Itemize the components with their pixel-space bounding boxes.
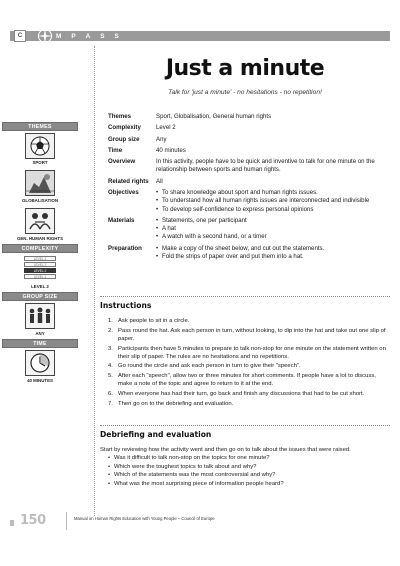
complexity-level-4: LEVEL 4 [24, 256, 56, 261]
compass-letter-m: M [56, 32, 62, 40]
sidebar-complexity-header: COMPLEXITY [2, 244, 78, 253]
list-item: 2. Pass round the hat. Ask each person in turn, without looking, to dip into the hat and take out one slip of paper. [108, 327, 386, 342]
footer-text: Manual on Human Rights Education with Young People – Council of Europe [74, 516, 215, 521]
theme-caption-sport: SPORT [32, 160, 48, 165]
debriefing-section [100, 446, 390, 488]
list-item: 7. Then go on to the debriefing and evaluation. [108, 400, 234, 407]
info-row-materials: Materials • Statements, one per participant • A hat • A watch with a second hand, or a timer [108, 217, 390, 242]
theme-caption-globalisation: GLOBALISATION [21, 198, 59, 203]
group-size-icon [25, 303, 55, 329]
group-size-caption: ANY [35, 331, 45, 336]
complexity-level-1: LEVEL 1 [24, 274, 56, 279]
debriefing-intro: Start by reviewing how the activity went and then go on to talk about the issues that were raised. [100, 447, 351, 453]
section-divider [100, 425, 390, 426]
info-row-related-rights: Related rights All [108, 177, 163, 185]
info-row-preparation: Preparation • Make a copy of the sheet below, and cut out the statements. • Fold the strips of paper over and put them into a hat. [108, 245, 390, 262]
activity-info-table [108, 113, 390, 264]
theme-caption-human-rights: GEN. HUMAN RIGHTS [16, 236, 64, 241]
info-row-themes: Themes Sport, Globalisation, General human rights [108, 113, 272, 120]
section-divider [100, 296, 390, 297]
list-item: • To share knowledge about sport and human rights issues. [156, 188, 318, 196]
instructions-list [108, 317, 390, 409]
complexity-level-3: LEVEL 3 [24, 262, 56, 267]
human-rights-theme-icon [25, 208, 55, 234]
compass-letter-a: A [85, 32, 91, 40]
time-clock-icon [25, 350, 55, 376]
list-item: • Which of the statements was the most controversial and why? [108, 472, 276, 479]
complexity-level-2: LEVEL 2 [24, 268, 56, 273]
info-row-time: Time 40 minutes [108, 146, 186, 154]
list-item: 5. After each "speech", allow two or three minutes for short comments. If people have a lot to discuss, make a note of the topic and agree to return to it at the end. [108, 373, 376, 388]
page-subtitle: Talk for 'just a minute' - no hesitations - no repetition! [168, 89, 322, 96]
list-item: • To develop self-confidence to express personal opinions [156, 205, 314, 213]
compass-logo [14, 26, 119, 46]
compass-letter-c: C [14, 30, 26, 42]
sport-theme-icon [25, 133, 55, 159]
page-number: 150 [20, 513, 46, 528]
list-item: 3. Participants then have 5 minutes to prepare to talk non-stop for one minute on the statement written on their slip of paper. The rules are no hesitations and no repetitions. [108, 345, 386, 360]
info-row-objectives: Objectives • To share knowledge about sport and human rights issues. • To understand how all human rights issues are interconnected and indivisible • To develop self-confidence to express personal opinions [108, 189, 390, 214]
list-item: • What was the most surprising piece of information people heard? [108, 480, 284, 487]
info-row-overview: Overview In this activity, people have to be quick and inventive to talk for one minute on the relationship between sports and human rights. [108, 158, 375, 174]
compass-letter-s1: S [100, 32, 105, 40]
compass-letter-p: P [71, 32, 76, 40]
globalisation-theme-icon [25, 170, 55, 196]
list-item: 1. Ask people to sit in a circle. [108, 318, 190, 324]
sidebar-time-header: TIME [2, 339, 78, 348]
sidebar-divider [94, 46, 95, 516]
footer-divider [66, 512, 67, 530]
list-item: 4. Go round the circle and ask each person in turn to give their "speech". [108, 363, 301, 370]
list-item: • Fold the strips of paper over and put them into a hat. [156, 252, 304, 260]
list-item: • A hat [156, 225, 176, 233]
sidebar-themes-header: THEMES [2, 122, 78, 131]
time-caption: 40 MINUTES [27, 378, 53, 383]
list-item: 6. When everyone has had their turn, go back and finish any discussions that had to be cut short. [108, 390, 365, 397]
page-title: Just a minute [165, 56, 325, 81]
list-item: • Was it difficult to talk non-stop on the topics for one minute? [108, 455, 270, 462]
list-item: • A watch with a second hand, or a timer [156, 233, 267, 241]
instructions-heading: Instructions [100, 301, 152, 310]
info-row-complexity: Complexity Level 2 [108, 124, 176, 132]
info-row-group-size: Group size Any [108, 135, 167, 143]
list-item: • Which were the toughest topics to talk about and why? [108, 463, 257, 470]
debriefing-heading: Debriefing and evaluation [100, 430, 212, 439]
list-item: • Statements, one per participant [156, 216, 247, 224]
compass-rose-icon [36, 27, 54, 45]
footer-accent-bar [10, 520, 14, 526]
sidebar-group-size-header: GROUP SIZE [2, 292, 78, 301]
list-item: • To understand how all human rights issues are interconnected and indivisible [156, 197, 370, 205]
complexity-caption: LEVEL 2 [31, 284, 49, 289]
compass-letter-s2: S [114, 32, 119, 40]
list-item: • Make a copy of the sheet below, and cut out the statements. [156, 244, 325, 252]
